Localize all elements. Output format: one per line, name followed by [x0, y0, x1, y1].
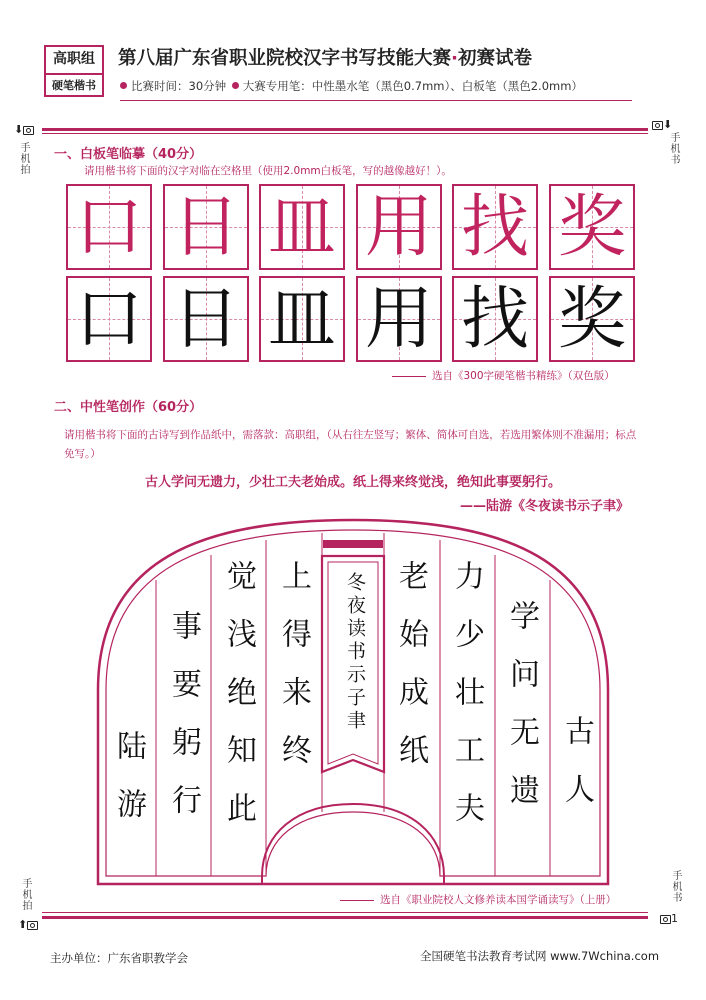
poem-column	[108, 730, 148, 846]
column-text: 觉浅绝知此	[221, 560, 256, 850]
footer-double-rule	[42, 916, 648, 919]
title-tail: 初赛试卷	[458, 48, 533, 69]
poem-text: 古人学问无遗力，少壮工夫老始成。纸上得来终觉浅，绝知此事要躬行。	[144, 475, 561, 490]
column-text: 事要躬行	[166, 610, 201, 842]
written-char: 皿	[267, 280, 336, 359]
section1-heading: 一、白板笔临摹（40分）	[54, 147, 203, 162]
exam-pens: 大赛专用笔：中性墨水笔（黑色0.7mm）、白板笔（黑色2.0mm）	[242, 79, 583, 93]
written-char: 用	[364, 280, 433, 359]
section1-source-text: 选自《300字硬笔楷书精练》（双色版）	[432, 370, 615, 382]
organizer: 主办单位：广东省职教学会	[50, 951, 188, 965]
poem-column	[556, 715, 596, 831]
camera-mark-right: ⬇	[652, 118, 672, 131]
model-char: 用	[364, 188, 433, 267]
exam-time: 比赛时间：30分钟	[131, 79, 227, 93]
column-text: 陆游	[111, 730, 146, 846]
side-label-right-bottom: 手机书	[670, 870, 681, 903]
poem-column	[390, 560, 430, 792]
column-text: 老始成纸	[393, 560, 428, 792]
section2-instruction: 请用楷书将下面的古诗写到作品纸中，需落款：高职组，（从右往左竖写；繁体、简体可自选，若选用繁体则不准漏用；标点免写。）	[64, 429, 637, 460]
written-char: 口	[74, 280, 143, 359]
title-main: 第八届广东省职业院校汉字书写技能大赛	[118, 48, 452, 69]
download-camera-mark: ⬇	[14, 123, 34, 136]
written-char: 奖	[557, 280, 626, 359]
poem-column	[501, 600, 541, 832]
column-text: 上得来终	[276, 560, 311, 792]
poem-column	[273, 560, 313, 792]
column-text: 古人	[559, 715, 594, 831]
poem-title-vertical: 冬夜读书示子聿	[344, 572, 366, 733]
model-char: 找	[460, 188, 529, 267]
footer-double-rule-thin	[42, 912, 648, 913]
section2-heading: 二、中性笔创作（60分）	[54, 400, 203, 415]
upload-camera-mark: ⬆	[18, 918, 38, 931]
title-separator: ·	[451, 48, 459, 69]
badge-category-label: 硬笔楷书	[52, 79, 96, 92]
poem-column	[218, 560, 258, 850]
badge-group-label: 高职组	[46, 47, 102, 75]
section2-source	[340, 892, 616, 907]
poem-source: ——陆游《冬夜读书示子聿》	[460, 499, 630, 514]
poem-column	[446, 560, 486, 850]
side-label-left-top: 手机拍	[18, 142, 29, 175]
written-char: 找	[460, 280, 529, 359]
page-number: 1	[671, 912, 678, 925]
section2-source-text: 选自《职业院校人文修养读本国学诵读写》（上册）	[380, 894, 617, 906]
model-char: 口	[74, 188, 143, 267]
model-char: 奖	[557, 188, 626, 267]
section1-instruction: 请用楷书将下面的汉字对临在空格里（使用2.0mm白板笔，写的越像越好！）。	[84, 165, 452, 177]
column-text: 力少壮工夫	[449, 560, 484, 850]
side-label-right-top: 手机书	[668, 132, 679, 165]
website: 全国硬笔书法教育考试网 www.7Wchina.com	[420, 949, 660, 963]
written-char: 日	[171, 280, 240, 359]
model-char: 皿	[267, 188, 336, 267]
side-label-left-bottom: 手机拍	[20, 878, 31, 911]
column-text: 学问无遗	[504, 600, 539, 832]
poem-column	[163, 610, 203, 842]
model-char: 日	[171, 188, 240, 267]
